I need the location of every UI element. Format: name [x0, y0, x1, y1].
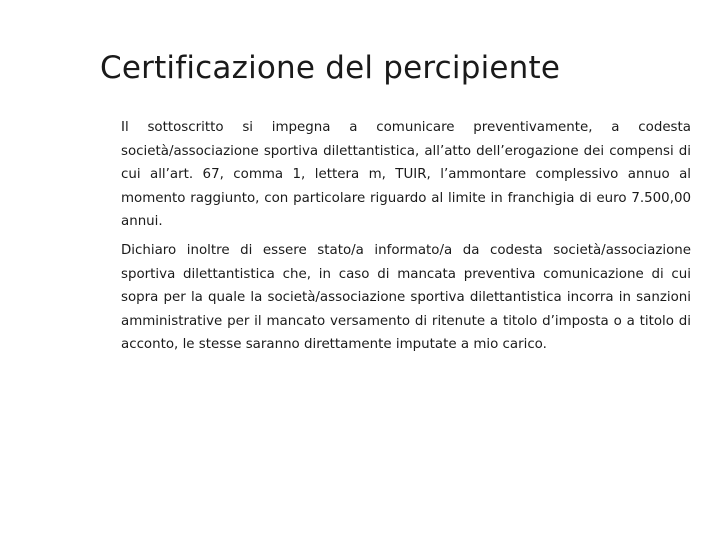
paragraph-commitment: Il sottoscritto si impegna a comunicare preventivamente, a codesta società/associazione sportiva dilettantistica, all’atto dell’erogazione dei compensi di cui all’art. 67, comma 1, lettera m, TUIR, l’ammontare complessivo annuo al momento raggiunto, con particolare riguardo al limite in franchigia di euro 7.500,00 annui.: [121, 120, 691, 230]
slide-body: [121, 116, 691, 357]
slide-title: Certificazione del percipiente: [100, 50, 561, 86]
paragraph-declaration: Dichiaro inoltre di essere stato/a informato/a da codesta società/associazione sportiva dilettantistica che, in caso di mancata preventiva comunicazione di cui sopra per la quale la società/associazione sportiva dilettantistica incorra in sanzioni amministrative per il mancato versamento di ritenute a titolo d’imposta o a titolo di acconto, le stesse saranno direttamente imputate a mio carico.: [121, 242, 691, 353]
